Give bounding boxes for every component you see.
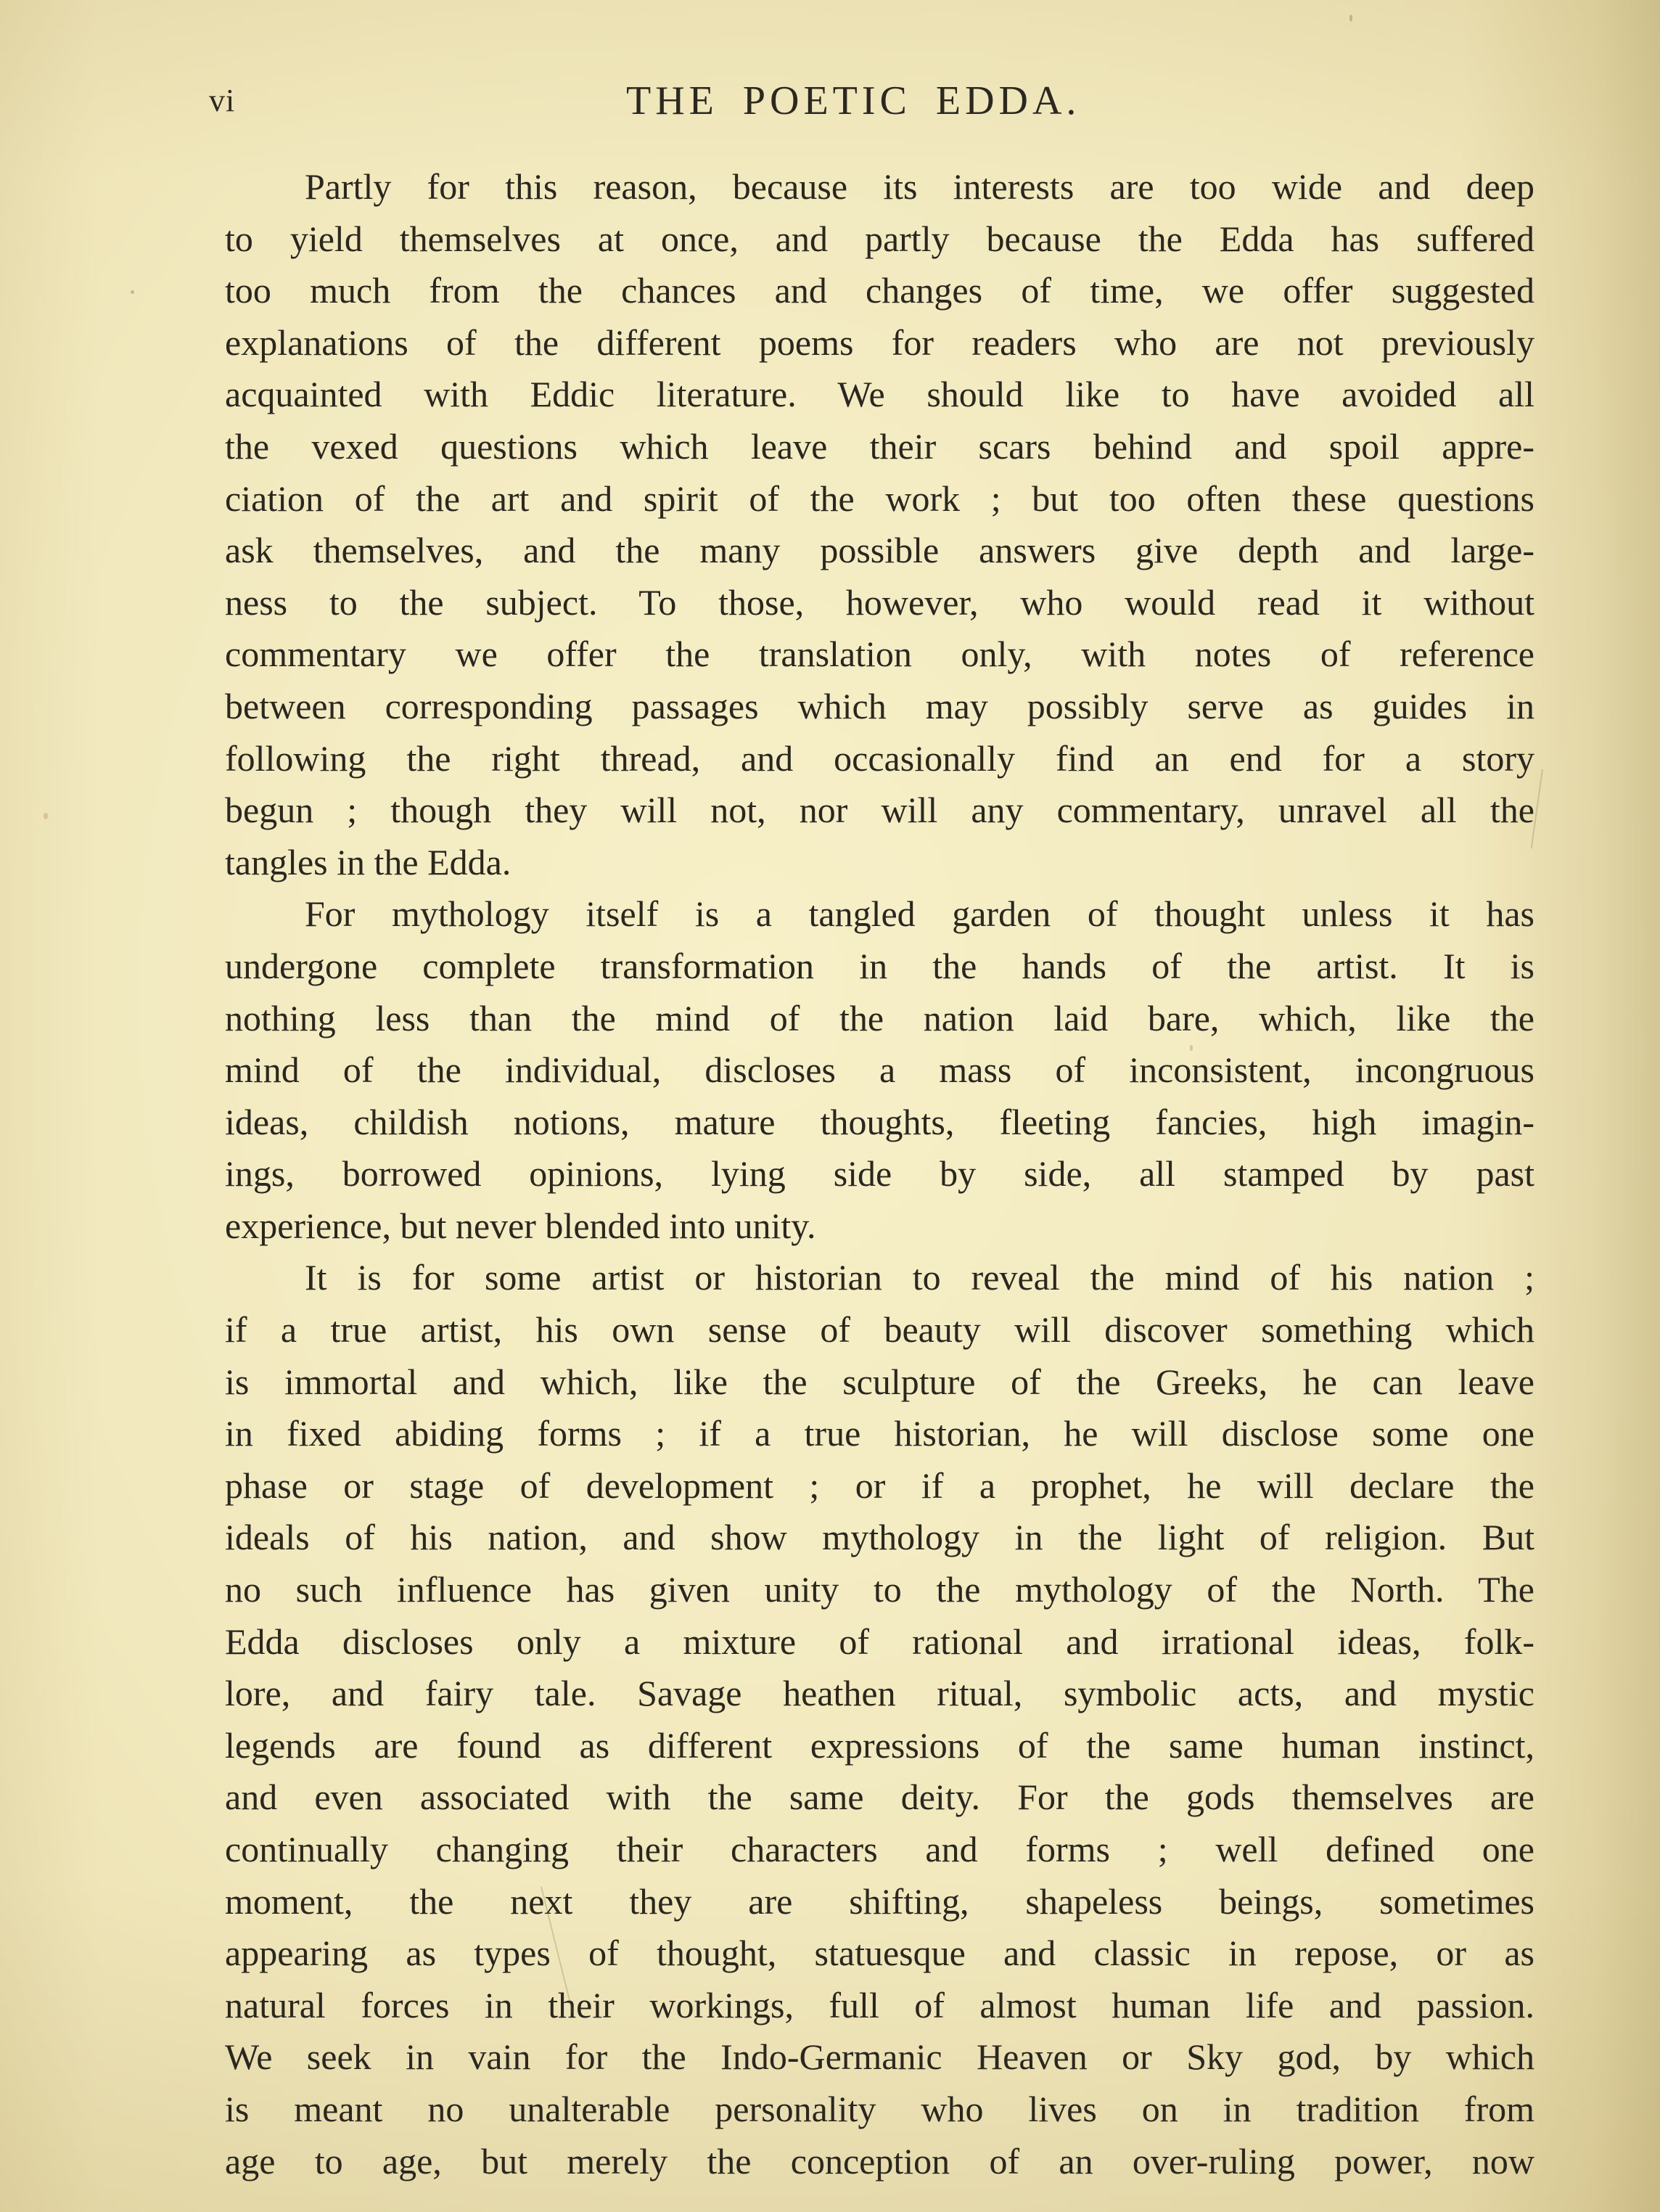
- text-line: ings, borrowed opinions, lying side by side, all stamped by past: [225, 1153, 1534, 1195]
- paper-speck: [1349, 15, 1352, 22]
- running-title: THE POETIC EDDA.: [626, 78, 1081, 123]
- text-line: to yield themselves at once, and partly because the Edda has suffered: [225, 218, 1534, 259]
- text-line: between corresponding passages which may possibly serve as guides in: [225, 685, 1534, 726]
- text-line: continually changing their characters and forms ; well defined one: [225, 1829, 1534, 1869]
- paper-speck: [1190, 1045, 1193, 1051]
- text-line: and even associated with the same deity. For the gods themselves are: [225, 1777, 1534, 1818]
- text-line: age to age, but merely the conception of an over-ruling power, now: [225, 2140, 1534, 2182]
- text-line: is immortal and which, like the sculpture of the Greeks, he can leave: [225, 1361, 1534, 1402]
- text-line: moment, the next they are shifting, shapeless beings, sometimes: [225, 1880, 1534, 1922]
- text-line: ask themselves, and the many possible answers give depth and large-: [225, 530, 1534, 571]
- text-line: ness to the subject. To those, however, who would read it without: [225, 581, 1534, 623]
- text-line: explanations of the different poems for readers who are not previously: [225, 321, 1534, 363]
- body-text: [225, 161, 1534, 2187]
- text-line: the vexed questions which leave their scars behind and spoil appre-: [225, 425, 1534, 467]
- text-line: phase or stage of development ; or if a prophet, he will declare the: [225, 1465, 1534, 1506]
- text-line: tangles in the Edda.: [225, 841, 511, 882]
- text-line: begun ; though they will not, nor will any commentary, unravel all the: [225, 790, 1534, 831]
- text-line: commentary we offer the translation only, with notes of reference: [225, 634, 1534, 675]
- text-line: ideas, childish notions, mature thoughts, fleeting fancies, high imagin-: [225, 1101, 1534, 1142]
- text-line: ideals of his nation, and show mythology in the light of religion. But: [225, 1517, 1534, 1558]
- text-line: nothing less than the mind of the nation laid bare, which, like the: [225, 997, 1534, 1039]
- text-line: too much from the chances and changes of time, we offer suggested: [225, 270, 1534, 311]
- paper-speck: [131, 290, 134, 294]
- text-line: mind of the individual, discloses a mass of inconsistent, incongruous: [225, 1049, 1534, 1091]
- text-line: no such influence has given unity to the mythology of the North. The: [225, 1569, 1534, 1610]
- page-number: vi: [209, 83, 236, 118]
- text-line: legends are found as different expressions of the same human instinct,: [225, 1724, 1534, 1766]
- text-line: ciation of the art and spirit of the work ; but too often these questions: [225, 478, 1534, 519]
- text-line: natural forces in their workings, full of almost human life and passion.: [225, 1984, 1534, 2025]
- text-line: is meant no unalterable personality who lives on in tradition from: [225, 2088, 1534, 2129]
- text-line: appearing as types of thought, statuesque and classic in repose, or as: [225, 1933, 1534, 1974]
- text-line: We seek in vain for the Indo-Germanic Heaven or Sky god, by which: [225, 2036, 1534, 2078]
- text-line: For mythology itself is a tangled garden of thought unless it has: [305, 893, 1534, 935]
- text-line: undergone complete transformation in the hands of the artist. It is: [225, 945, 1534, 986]
- running-head: [209, 75, 1537, 126]
- text-line: following the right thread, and occasionally find an end for a story: [225, 737, 1534, 779]
- text-line: It is for some artist or historian to reveal the mind of his nation ;: [305, 1257, 1534, 1298]
- text-line: Partly for this reason, because its interests are too wide and deep: [305, 166, 1534, 207]
- text-line: Edda discloses only a mixture of rational and irrational ideas, folk-: [225, 1621, 1534, 1662]
- text-line: experience, but never blended into unity.: [225, 1205, 816, 1246]
- text-line: acquainted with Eddic literature. We should like to have avoided all: [225, 374, 1534, 415]
- text-line: if a true artist, his own sense of beauty will discover something which: [225, 1309, 1534, 1351]
- text-line: lore, and fairy tale. Savage heathen ritual, symbolic acts, and mystic: [225, 1673, 1534, 1714]
- paper-speck: [44, 813, 48, 819]
- text-line: in fixed abiding forms ; if a true historian, he will disclose some one: [225, 1413, 1534, 1454]
